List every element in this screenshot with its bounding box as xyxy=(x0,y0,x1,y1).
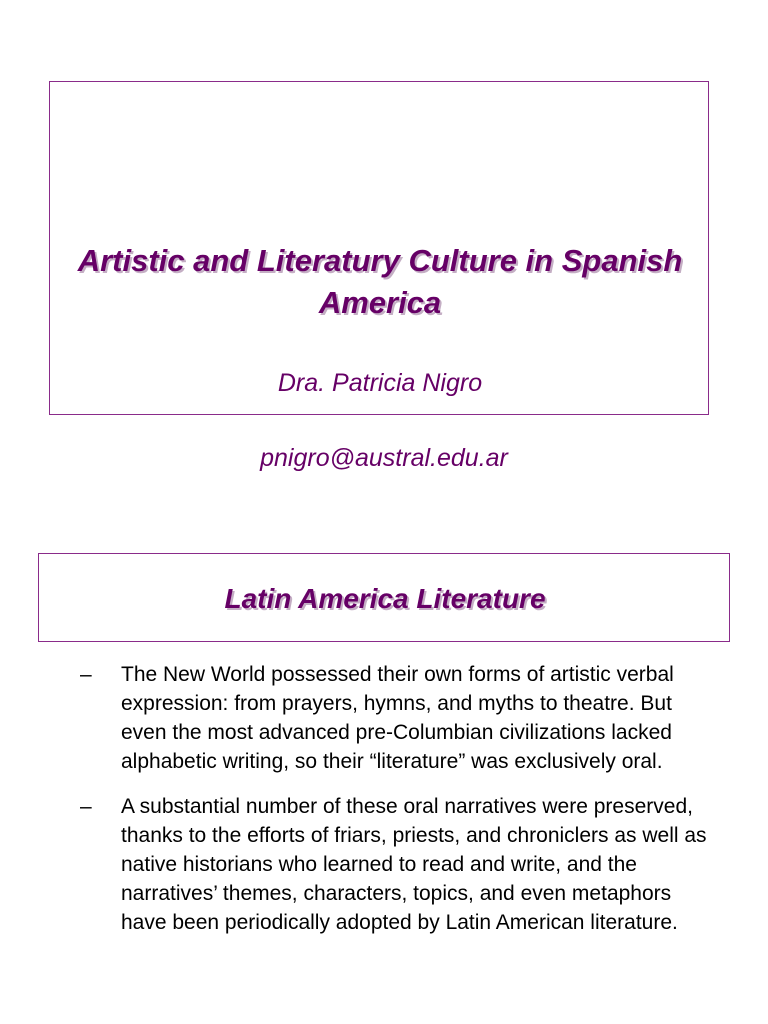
section-heading: Latin America Literature xyxy=(224,583,546,614)
author-email: pnigro@austral.edu.ar xyxy=(260,444,508,472)
dash-bullet-icon: – xyxy=(80,795,92,818)
slide-title: Artistic and Literatury Culture in Spanish America xyxy=(77,243,683,320)
bullet-text: The New World possessed their own forms of artistic verbal expression: from prayers, hymns, and myths to theatre. But even the most advanced pre-Columbian civilizations lacked alphabetic writing, so their “literature” was exclusively oral. xyxy=(121,663,674,773)
dash-bullet-icon: – xyxy=(80,663,92,686)
bullet-list xyxy=(0,660,768,953)
bullet-item xyxy=(0,660,768,776)
author-name: Dra. Patricia Nigro xyxy=(277,369,483,397)
bullet-item xyxy=(0,792,768,937)
bullet-text: A substantial number of these oral narratives were preserved, thanks to the efforts of friars, priests, and chroniclers as well as native historians who learned to read and write, and the narratives’ themes, characters, topics, and even metaphors have been periodically adopted by Latin American literature. xyxy=(121,795,707,934)
section-heading-frame xyxy=(38,553,730,642)
title-slide-frame xyxy=(49,81,709,415)
